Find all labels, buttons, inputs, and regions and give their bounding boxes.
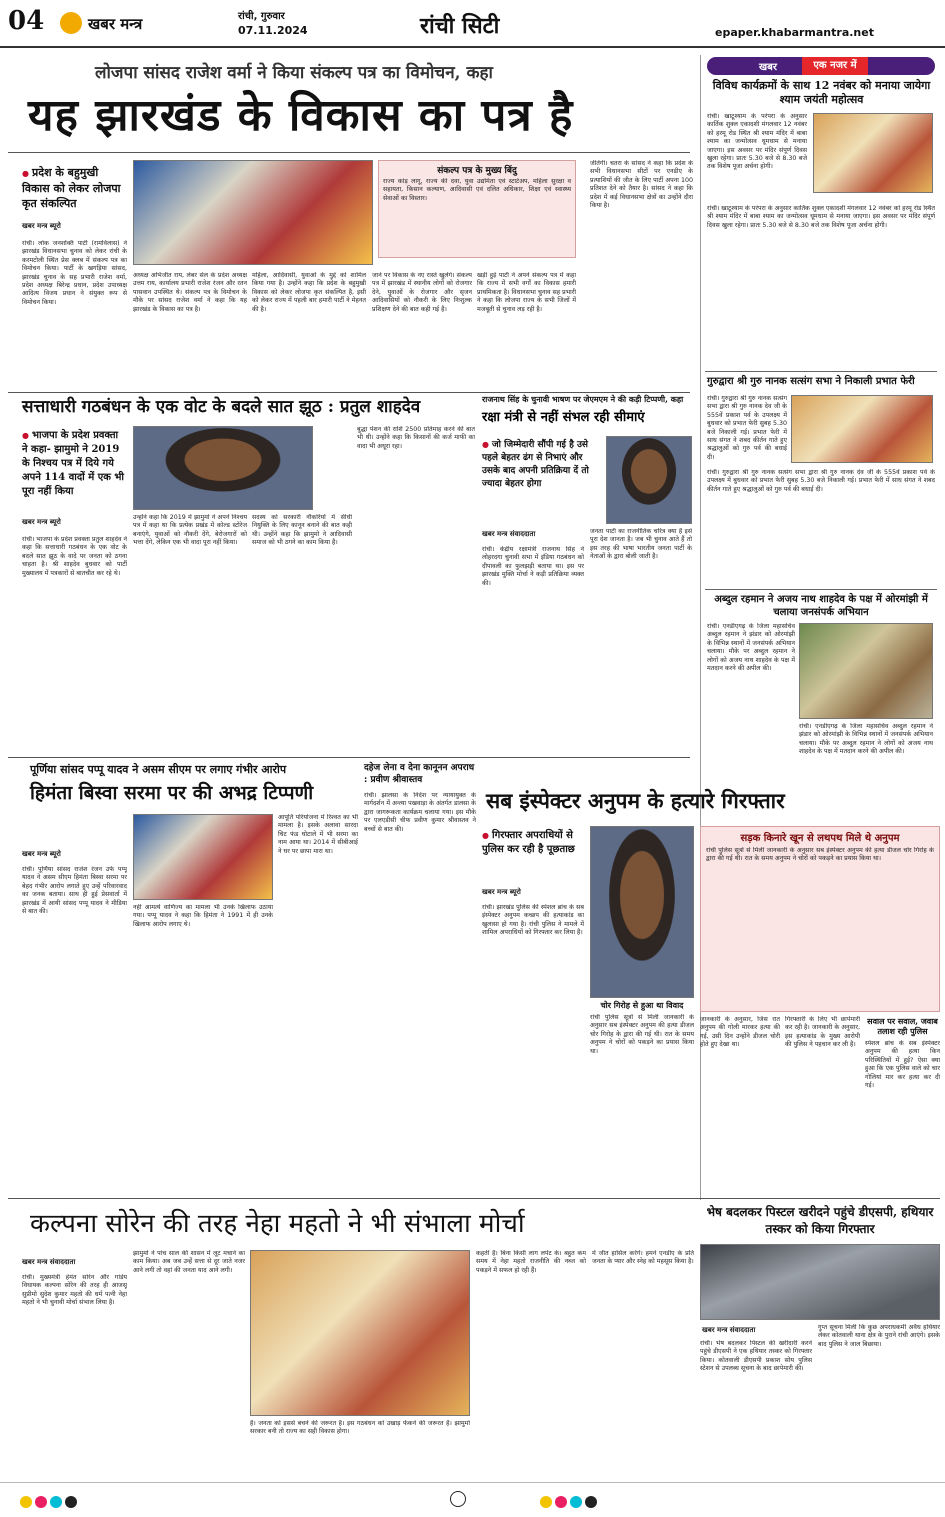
sidebar-tag2-label: एक नजर में [802, 57, 868, 75]
story4-photo [133, 814, 273, 900]
lead-box-text: राज्य कांड़ लागू, राज्य की दवा, युवा उद्यमिता एवं स्टार्टअप, महिला सुरक्षा व सहायता, किसान कल्याण, आदिवासी एवं दलित अधिकार, शिक्षा एवं स्वास्थ्य सेवाओं का विस्तार। [383, 178, 571, 202]
story3-byline: खबर मन्त्र संवाददाता [482, 530, 536, 538]
lead-info-box [378, 160, 576, 258]
registration-mark-icon [450, 1491, 466, 1507]
lead-headline: यह झारखंड के विकास का पत्र है [28, 90, 574, 141]
color-dot-icon [50, 1496, 62, 1508]
masthead [0, 0, 945, 48]
lead-col-1: रांची। लोक जनशक्ति पार्टी (रामविलास) ने झारखंड विधानसभा चुनाव को लेकर रांची के करमटोली स्थित प्रेस क्लब में संकल्प पत्र का विमोचन किया। पार्टी के खगड़िया सांसद, झारखंड चुनाव के सह प्रभारी राजेश वर्मा, प्रदेश अध्यक्ष बिरेन्द्र प्रधान, प्रदेश उपाध्यक्ष आदित्य विजय प्रधान ने संयुक्त रूप से विमोचन किया। [22, 240, 127, 306]
story7-col-5: में जीत हासिल करेंगे। हमने एनडीए के प्रति जनता के प्यार और स्नेह को महसूस किया है। [592, 1250, 694, 1266]
sidebar-story2-head: गुरुद्वारा श्री गुरु नानक सत्संग सभा ने निकाली प्रभात फेरी [707, 376, 915, 387]
story2-col-1: रांची। भाजपा के प्रदेश प्रवक्ता प्रतुल शाहदेव ने कहा कि सत्ताधारी गठबंधन के एक वोट के बदले सात झूठ के वादे पर जनता को ठगना चाहता है। श्री शाहदेव बुधवार को पार्टी मुख्यालय में पत्रकारों से बातचीत कर रहे थे। [22, 536, 127, 577]
story7-byline: खबर मन्त्र संवाददाता [22, 1258, 76, 1266]
story8-col-1: रांची। भेष बदलकर पिस्टल की खरीदारी करने पहुंचे डीएसपी ने एक हथियार तस्कर को गिरफ्तार किया। कोतवाली डीएसपी प्रकाश सोय पुलिस स्टेशन से उपलब्ध सूचना के बाद छापेमारी की। [700, 1340, 812, 1373]
story8-photo [700, 1244, 940, 1320]
story2-col-4: बुद्धा पेंशन की राशि 2500 प्रतिमाह करने की बात भी थी। उन्होंने कहा कि किसानों की कर्ज माफी का वादा भी अधूरा रहा। [357, 426, 475, 450]
story6-box-head: सड़क किनारे खून से लथपथ मिले थे अनुपम [740, 833, 900, 844]
story6-side-head: ● गिरफ्तार अपराधियों से पुलिस कर रही है पूछताछ [482, 828, 582, 857]
brand-logo-icon [60, 12, 82, 34]
story3-side-head: ● जो जिम्मेदारी सौंपी गई है उसे पहले बेहतर ढंग से निभाएं और उसके बाद अपनी प्रतिक्रिया दें तो ज्यादा बेहतर होगा [482, 438, 602, 491]
sidebar-tag [707, 57, 935, 75]
color-dot-icon [540, 1496, 552, 1508]
color-dot-icon [20, 1496, 32, 1508]
story2-byline: खबर मन्त्र ब्यूरो [22, 518, 61, 526]
lead-side-head: ● प्रदेश के बहुमुखी विकास को लेकर लोजपा कृत संकल्पित [22, 165, 127, 211]
sidebar-story2-text: रांची। गुरुद्वारा श्री गुरु नानक सत्संग सभा द्वारा श्री गुरु नानक देव जी के 555वें प्रकाश पर्व के उपलक्ष्य में बुधवार को प्रभात फेरी सुबह 5.30 बजे निकाली गई। प्रभात फेरी में साध संगत ने शबद कीर्तन गाते हुए श्रद्धालुओं को गुरु पर्व की बधाई दी। [707, 395, 787, 461]
lead-col-4: जाने पर विकास के नए रास्ते खुलेंगे। संकल्प पत्र में झारखंड में स्थानीय लोगों को रोजगार देने, युवाओं के रोजगार और सृजन आदिवासियों को नौकरी के लिए निःशुल्क प्रशिक्षण देने की बात कही गई है। [372, 272, 472, 313]
sidebar-story1-text-cont: रांची। खाटूश्याम के परंपरा के अनुसार कार्तिक शुक्ल एकादशी मंगलवार 12 नवंबर को हरमू रोड स्थित श्री श्याम मंदिर में बाबा श्याम का जन्मोत्सव धूमधाम से मनाया जाएगा। इस अवसर पर मंदिर संपूर्ण दिवस खुला रहेगा। प्रातः 5.30 बजे से 8.30 बजे तक विशेष पूजा अर्चना होगी। [707, 205, 935, 229]
masthead-divider [0, 46, 945, 48]
brand-name: खबर मन्त्र [88, 15, 143, 33]
color-dot-icon [555, 1496, 567, 1508]
story8-byline: खबर मन्त्र संवाददाता [702, 1326, 756, 1334]
story3-col-1: रांची। केंद्रीय रक्षामंत्री राजनाथ सिंह ने लोहरदगा चुनावी सभा में इंडिया गठबंधन को दीपावली का फुलझड़ी बताया था। इस पर झारखंड मुक्ति मोर्चा ने कड़ी प्रतिक्रिया व्यक्त की। [482, 546, 584, 587]
sidebar-story2-photo [791, 395, 933, 463]
story6-col-5: स्पेशल ब्रांच के सब इंस्पेक्टर अनुपम की हत्या किन परिस्थितियों में हुई? ऐसा क्या हुआ कि एक पुलिस वाले को चार गोलियां मार कर हत्या कर दी गई। [865, 1040, 940, 1090]
lead-divider [8, 152, 690, 153]
footer-color-dots-right [540, 1493, 600, 1512]
lead-kicker: लोजपा सांसद राजेश वर्मा ने किया संकल्प पत्र का विमोचन, कहा [95, 63, 493, 83]
story4-col-2: आपूर्ति परियोजना में रिश्वत का भी मामला है। इसके अलावा सारदा चिट फंड घोटाले में भी सरमा का नाम आया था। 2014 में सीबीआई ने घर पर छापा मारा था। [278, 814, 358, 855]
story6-col-1: रांची। झारखंड पुलिस की स्पेशल ब्रांच के सब इंस्पेक्टर अनुपम कच्छप की हत्याकांड का खुलासा हो गया है। रांची पुलिस ने मामले में शामिल अपराधियों को गिरफ्तार कर लिया है। [482, 904, 584, 937]
story6-col-4: गिरफ्तारी के लिए भी छापेमारी कर रही है। जानकारी के अनुसार, इस हत्याकांड के मुख्य आरोपी की पुलिस ने पहचान कर ली है। [785, 1016, 860, 1049]
story3-headline: रक्षा मंत्री से नहीं संभल रही सीमाएं [482, 410, 645, 425]
story4-col-3: नहीं आमर्त्य वाणिज्य का मामला भी उनके खिलाफ उठाया गया। पप्पू यादव ने कहा कि हिमंता ने 1991 में ही उनके खिलाफ आरोप लगाए थे। [133, 904, 273, 928]
lead-col-3: महिला, आदिवासी, युवाओं के मुद्दे को शामिल किया गया है। उन्होंने कहा कि प्रदेश के बहुमुखी विकास को लेकर लोजपा कृत संकल्पित है, इसी को लेकर राज्य में पहली बार हमारी पार्टी ने मेहनत की है। [252, 272, 366, 313]
story2-divider [8, 392, 690, 393]
story6-col5-head: सवाल पर सवाल, जवाब तलाश रही पुलिस [867, 1016, 938, 1036]
story3-photo [606, 436, 692, 524]
page-number: 04 [8, 6, 45, 36]
lead-col-2: अध्यक्ष अभिजीत राय, लेबर सेल के प्रदेश अध्यक्ष उत्तम राय, कार्यालय प्रभारी राजेश रंजन और रतन पासवान उपस्थित थे। संकल्प पत्र के विमोचन के मौके पर सांसद राजेश वर्मा ने कहा कि यह झारखंड के विकास का पत्र है। [133, 272, 247, 313]
sidebar-story1-text: रांची। खाटूश्याम के परंपरा के अनुसार कार्तिक शुक्ल एकादशी मंगलवार 12 नवंबर को हरमू रोड स्थित श्री श्याम मंदिर में बाबा श्याम का जन्मोत्सव धूमधाम से मनाया जाएगा। इस अवसर पर मंदिर संपूर्ण दिवस खुला रहेगा। प्रातः 5.30 बजे से 8.30 बजे तक विशेष पूजा अर्चना होगी। [707, 113, 807, 171]
lead-photo [133, 160, 373, 265]
dateline-date: 07.11.2024 [238, 24, 308, 37]
story4-byline: खबर मन्त्र ब्यूरो [22, 850, 61, 858]
story6-byline: खबर मन्त्र ब्यूरो [482, 888, 521, 896]
story6-box [700, 826, 940, 1012]
story5-kicker: दहेज लेना व देना कानूनन अपराध : प्रवीण श्रीवास्तव [364, 763, 475, 785]
sidebar-tag-label: खबर [759, 62, 777, 73]
story3-kicker: राजनाथ सिंह के चुनावी भाषण पर जेएमएम ने की कड़ी टिप्पणी, कहा [482, 394, 684, 404]
story6-photo [590, 826, 694, 998]
story7-col-1: रांची। मुख्यमंत्री हेमंत सोरेन और गांडेय विधायक कल्पना सोरेन की तरह ही आजसू सुप्रीमो सुदेश कुमार महतो की धर्म पत्नी नेहा महतो ने भी चुनावी मोर्चा संभाल लिया है। [22, 1274, 127, 1307]
story6-col-2: रांची पुलिस सूत्रों से मिली जानकारी के अनुसार सब इंस्पेक्टर अनुपम की हत्या डीजल चोर गिरोह के द्वारा की गई थी। रात के समय अनुपम ने चोरों को पकड़ने का प्रयास किया था। [590, 1014, 694, 1055]
story2-col-3: सदस्य को सरकारी नौकरियों में सीधी नियुक्ति के लिए कानून बनाने की बात कही थी। उन्होंने कहा कि झामुमो ने आदिवासी समाज को भी ठगने का काम किया है। [252, 514, 352, 547]
sidebar-story1-photo [813, 113, 933, 193]
story3-col-2: जनता पार्टी का राजनीतिक चरित्र क्या है इसे पूरा देश जानता है। जब भी चुनाव आते हैं तो इस तरह की भाषा भारतीय जनता पार्टी के नेताओं के द्वारा बोली जाती है। [590, 528, 692, 561]
story6-photo-caption: चोर गिरोह से हुआ था विवाद [600, 1001, 684, 1010]
sidebar-story2-text-cont: रांची। गुरुद्वारा श्री गुरु नानक सत्संग सभा द्वारा श्री गुरु नानक देव जी के 555वें प्रकाश पर्व के उपलक्ष्य में बुधवार को प्रभात फेरी सुबह 5.30 बजे निकाली गई। प्रभात फेरी में साध संगत ने शबद कीर्तन गाते हुए श्रद्धालुओं को गुरु पर्व की बधाई दी। [707, 469, 935, 493]
sidebar-divider-2 [705, 589, 937, 590]
color-dot-icon [585, 1496, 597, 1508]
story4-col-1: रांची। पूर्णिया सांसद राजेश रंजन उर्फ पप्पू यादव ने असम सीएम हिमंता बिस्वा सरमा पर बेहद गंभीर आरोप लगाते हुए उन्हें परिवारवाद का जनक बताया। साथ ही हुई प्रेसवार्ता में झारखंड में आयी सांसद पप्पू यादव ने मीडिया से बात की। [22, 866, 127, 916]
sidebar-story3-text: रांची। एनडीएगढ़ के जिला महासचिव अब्दुल रहमान ने झंडार को ओरमांझी के विभिन्न स्थानों में जनसंपर्क अभियान चलाया। मौके पर अब्दुल रहमान ने लोगों को अजय नाथ शाहदेव के पक्ष में मतदान करने की अपील की। [707, 623, 795, 673]
story6-box-text: रांची पुलिस सूत्रों से मिली जानकारी के अनुसार सब इंस्पेक्टर अनुपम की हत्या डीजल चोर गिरोह के द्वारा की गई थी। रात के समय अनुपम ने चोरों को पकड़ने का प्रयास किया था। [706, 847, 934, 863]
section-title: रांची सिटी [420, 13, 500, 39]
dateline-city: रांची, गुरुवार [238, 11, 285, 22]
story7-divider [8, 1198, 940, 1199]
story7-headline: कल्पना सोरेन की तरह नेहा महतो ने भी संभाला मोर्चा [30, 1209, 525, 1239]
story7-col-3: है। जनता को इससे बचने की जरूरत है। इस गठबंधन को उखाड़ फेंकने की जरूरत है। झामुमो सरकार बनी तो राज्य का सही विकास होगा। [250, 1420, 470, 1436]
story8-col-2: गुप्त सूचना मिली कि कुछ अपराधकर्मी अवैध हथियार लेकर कोतवाली थाना क्षेत्र के पुराने रांची आएंगे। इसके बाद पुलिस ने जाल बिछाया। [818, 1324, 940, 1348]
story7-col-2: झामुमो ने पांच साल की शासन में लूट मचाने का काम किया। अब जब उन्हें सत्ता से दूर जाते नजर आने लगी तो वहां की जनता याद आने लगी। [133, 1250, 245, 1274]
story7-col-4: कहती हैं। बिना किसी लाग लपेट के। बहुत कम समय में नेहा महतो राजनीति की नब्ज को पकड़ने में सफल हो रही हैं। [476, 1250, 586, 1274]
color-dot-icon [570, 1496, 582, 1508]
color-dot-icon [35, 1496, 47, 1508]
color-dot-icon [65, 1496, 77, 1508]
story8-headline: भेष बदलकर पिस्टल खरीदने पहुंचे डीएसपी, हथियार तस्कर को किया गिरफ्तार [706, 1205, 934, 1236]
story4-kicker: पूर्णिया सांसद पप्पू यादव ने असम सीएम पर लगाए गंभीर आरोप [30, 763, 287, 776]
sidebar-story3-head: अब्दुल रहमान ने अजय नाथ शाहदेव के पक्ष में ओरमांझी में चलाया जनसंपर्क अभियान [714, 594, 928, 618]
story7-photo [250, 1250, 470, 1416]
story4-divider [8, 757, 690, 758]
story6-col-3: जानकारी के अनुसार, जिस रात अनुपम की गोली मारकर हत्या की गई, उसी दिन उन्होंने डीजल चोरी होते हुए देखा था। [700, 1016, 780, 1049]
footer-bar [0, 1482, 945, 1517]
story4-headline: हिमंता बिस्वा सरमा पर की अभद्र टिप्पणी [30, 782, 314, 804]
story2-side-head: ● भाजपा के प्रदेश प्रवक्ता ने कहा- झामुमो ने 2019 के निश्चय पत्र में दिये गये अपने 114 वादों में एक भी पूरा नहीं किया [22, 428, 127, 499]
sidebar-story3-text-cont: रांची। एनडीएगढ़ के जिला महासचिव अब्दुल रहमान ने झंडार को ओरमांझी के विभिन्न स्थानों में जनसंपर्क अभियान चलाया। मौके पर अब्दुल रहमान ने लोगों को अजय नाथ शाहदेव के पक्ष में मतदान करने की अपील की। [799, 723, 933, 756]
sidebar-story3-photo [799, 623, 933, 719]
story5-text: रांची। झालसा के निर्देश पर न्यायायुक्त के मार्गदर्शन में अन्त्या पखवाड़ा के अंतर्गत डालसा के द्वारा जागरूकता कार्यक्रम चलाया गया। इस मौके पर एलएडीसी चीफ प्रवीण कुमार श्रीवास्तव ने बच्चों से बात की। [364, 792, 476, 833]
story2-photo [133, 426, 313, 510]
story2-headline: सत्ताधारी गठबंधन के एक वोट के बदले सात झूठ : प्रतुल शाहदेव [22, 397, 421, 417]
footer-color-dots-left [20, 1493, 80, 1512]
lead-box-title: संकल्प पत्र के मुख्य बिंदु [437, 166, 517, 176]
website-link[interactable]: epaper.khabarmantra.net [715, 26, 874, 39]
story6-headline: सब इंस्पेक्टर अनुपम के हत्यारे गिरफ्तार [486, 788, 785, 813]
sidebar-divider-1 [705, 371, 937, 372]
lead-col-6: जीतेंगी। चतरा के सांसद ने कहा कि प्रदेश के सभी विधानसभा सीटों पर एनडीए के प्रत्याशियों की जीत के लिए पार्टी अपना 100 प्रतिशत देने को तैयार है। सांसद ने कहा कि प्रदेश में कई विधानसभा क्षेत्रों का उन्होंने दौरा किया है। [590, 160, 693, 210]
lead-col-5: खड़ी हुई पार्टी ने अपने संकल्प पत्र में कहा कि राज्य में सभी वर्गों का विकास हमारी प्राथमिकता है। विधानसभा चुनाव सह प्रभारी ने कहा कि लोजपा राज्य के सभी जिलों में मजबूती से चुनाव लड़ रही है। [477, 272, 576, 313]
story2-col-2: उन्होंने कहा कि 2019 में झामुमो ने अपने निश्चय पत्र में कहा था कि प्रत्येक प्रखंड में कोल्ड स्टोरेज बनाएंगे, युवाओं को नौकरी देंगे, बेरोजगारों को भत्ता देंगे, लेकिन एक भी वादा पूरा नहीं किया। [133, 514, 247, 547]
sidebar-story1-head: विविध कार्यक्रमों के साथ 12 नवंबर को मनाया जायेगा श्याम जयंती महोत्सव [712, 79, 931, 106]
lead-byline: खबर मन्त्र ब्यूरो [22, 222, 61, 230]
